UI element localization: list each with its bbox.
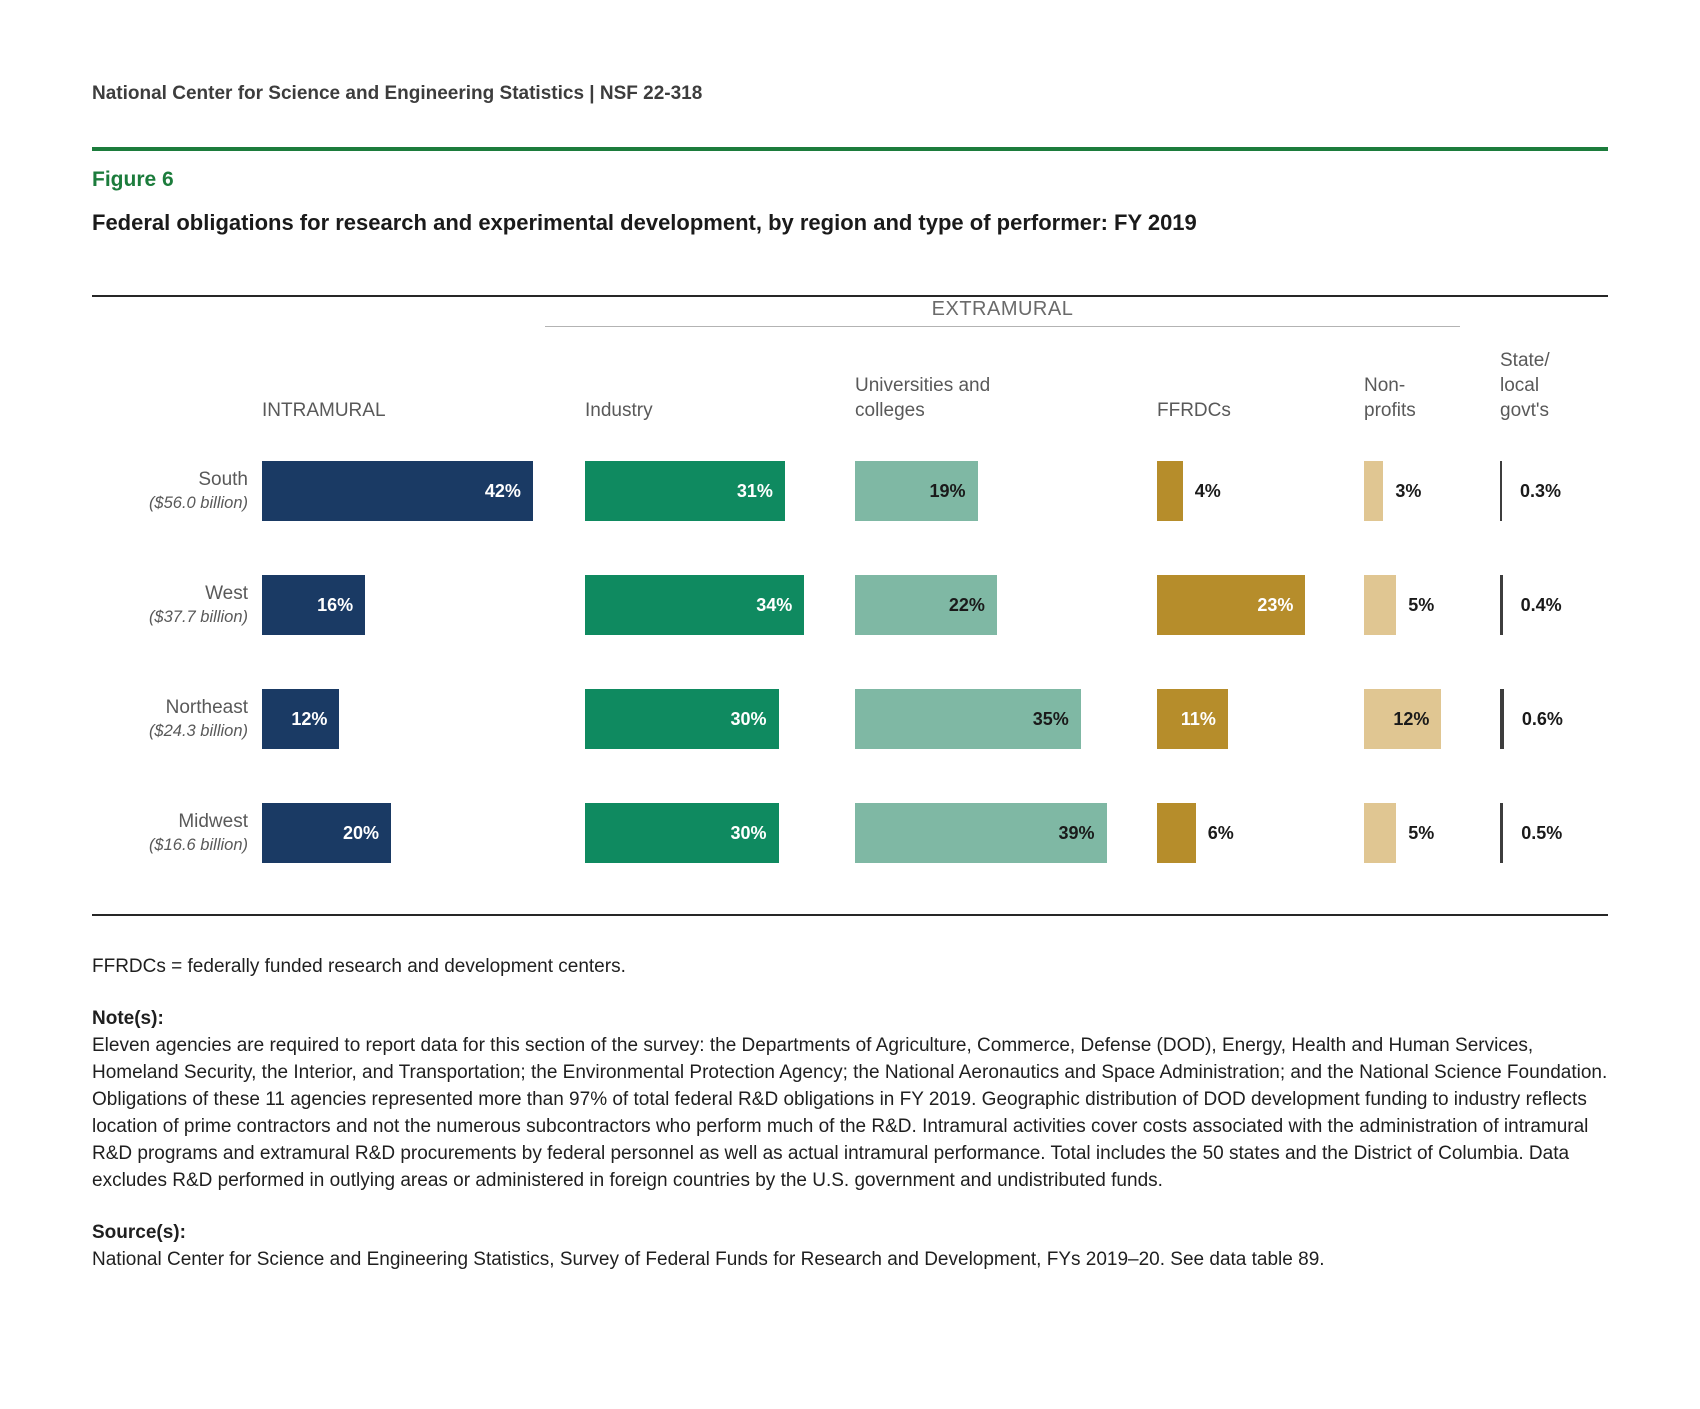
footnotes [92, 954, 1608, 1273]
value-label-midwest-state-local-govt-s: 0.5% [1521, 823, 1563, 843]
column-header-state-local-govt-s: State/ local govt's [1500, 350, 1550, 421]
notes-label: Note(s): [92, 1008, 164, 1029]
figure-title: Federal obligations for research and experimental development, by region and type of performer: FY 2019 [92, 210, 1197, 235]
value-label-south-state-local-govt-s: 0.3% [1520, 481, 1562, 501]
sources-label: Source(s): [92, 1222, 186, 1243]
header-divider-rule [92, 147, 1608, 151]
tick-south-state-local-govt-s [1500, 461, 1502, 521]
column-header-ffrdcs: FFRDCs [1157, 400, 1231, 421]
value-label-northeast-non-profits: 12% [1393, 709, 1430, 729]
value-label-south-universities-and-colleges: 19% [929, 481, 966, 501]
value-label-midwest-non-profits: 5% [1408, 823, 1435, 843]
extramural-group-header: EXTRAMURAL [931, 298, 1074, 320]
bar-midwest-ffrdcs [1157, 803, 1196, 863]
value-label-northeast-universities-and-colleges: 35% [1032, 709, 1069, 729]
value-label-northeast-state-local-govt-s: 0.6% [1521, 709, 1563, 729]
tick-midwest-state-local-govt-s [1500, 803, 1503, 863]
row-label-midwest [40, 810, 248, 856]
bar-south-non-profits [1364, 461, 1383, 521]
extramural-underline [545, 326, 1460, 327]
value-label-west-intramural: 16% [317, 595, 354, 615]
value-label-south-non-profits: 3% [1395, 481, 1422, 501]
column-header-intramural: INTRAMURAL [262, 400, 386, 421]
value-label-midwest-universities-and-colleges: 39% [1058, 823, 1095, 843]
row-label-northeast [40, 696, 248, 742]
notes-text: Eleven agencies are required to report data for this section of the survey: the Departments of Agriculture, Commerce, Defense (DOD), Energy, Health and Human Services, Homeland Security, the Interior, and Transportation; the Environmental Protection Agency; the National Aeronautics and Space Administration; and the National Science Foundation. Obligations of these 11 agencies represented more than 97% of total federal R&D obligations in FY 2019. Geographic distribution of DOD development funding to industry reflects location of prime contractors and not the numerous subcontractors who perform much of the R&D. Intramural activities cover costs associated with the administration of intramural R&D programs and extramural R&D procurements by federal personnel as well as actual intramural performance. Total includes the 50 states and the District of Columbia. Data excludes R&D performed in outlying areas or administered in foreign countries by the U.S. government and undistributed funds. [92, 1035, 1608, 1191]
row-total-amount: ($24.3 billion) [148, 722, 248, 740]
value-label-midwest-industry: 30% [730, 823, 767, 843]
value-label-northeast-industry: 30% [730, 709, 767, 729]
row-region-name: South [198, 469, 248, 490]
sources-text: National Center for Science and Engineering Statistics, Survey of Federal Funds for Research and Development, FYs 2019–20. See data table 89. [92, 1249, 1325, 1270]
document-header: National Center for Science and Engineering Statistics | NSF 22-318 [92, 83, 703, 104]
value-label-northeast-intramural: 12% [291, 709, 328, 729]
bar-chart [0, 295, 1700, 920]
row-region-name: Midwest [178, 811, 248, 832]
chart-bottom-rule [92, 914, 1608, 916]
column-header-universities-and-colleges: Universities and colleges [855, 375, 991, 421]
row-region-name: Northeast [165, 697, 248, 718]
tick-west-state-local-govt-s [1500, 575, 1503, 635]
value-label-south-ffrdcs: 4% [1194, 481, 1221, 501]
value-label-midwest-ffrdcs: 6% [1207, 823, 1234, 843]
value-label-west-universities-and-colleges: 22% [948, 595, 985, 615]
value-label-west-state-local-govt-s: 0.4% [1520, 595, 1562, 615]
row-region-name: West [205, 583, 248, 604]
value-label-west-industry: 34% [756, 595, 793, 615]
row-total-amount: ($37.7 billion) [148, 608, 248, 626]
value-label-west-ffrdcs: 23% [1257, 595, 1294, 615]
value-label-south-intramural: 42% [484, 481, 521, 501]
value-label-northeast-ffrdcs: 11% [1180, 709, 1216, 729]
row-label-west [40, 582, 248, 628]
row-total-amount: ($56.0 billion) [148, 494, 248, 512]
value-label-west-non-profits: 5% [1408, 595, 1435, 615]
bar-midwest-non-profits [1364, 803, 1396, 863]
bar-west-non-profits [1364, 575, 1396, 635]
figure-label: Figure 6 [92, 168, 174, 191]
value-label-south-industry: 31% [736, 481, 773, 501]
bar-south-ffrdcs [1157, 461, 1183, 521]
chart-top-rule [92, 295, 1608, 297]
row-total-amount: ($16.6 billion) [148, 836, 248, 854]
row-label-south [40, 468, 248, 514]
column-header-non-profits: Non-profits [1364, 375, 1416, 421]
ffrdc-definition: FFRDCs = federally funded research and development centers. [92, 956, 626, 977]
value-label-midwest-intramural: 20% [342, 823, 379, 843]
column-header-industry: Industry [585, 400, 653, 421]
tick-northeast-state-local-govt-s [1500, 689, 1504, 749]
